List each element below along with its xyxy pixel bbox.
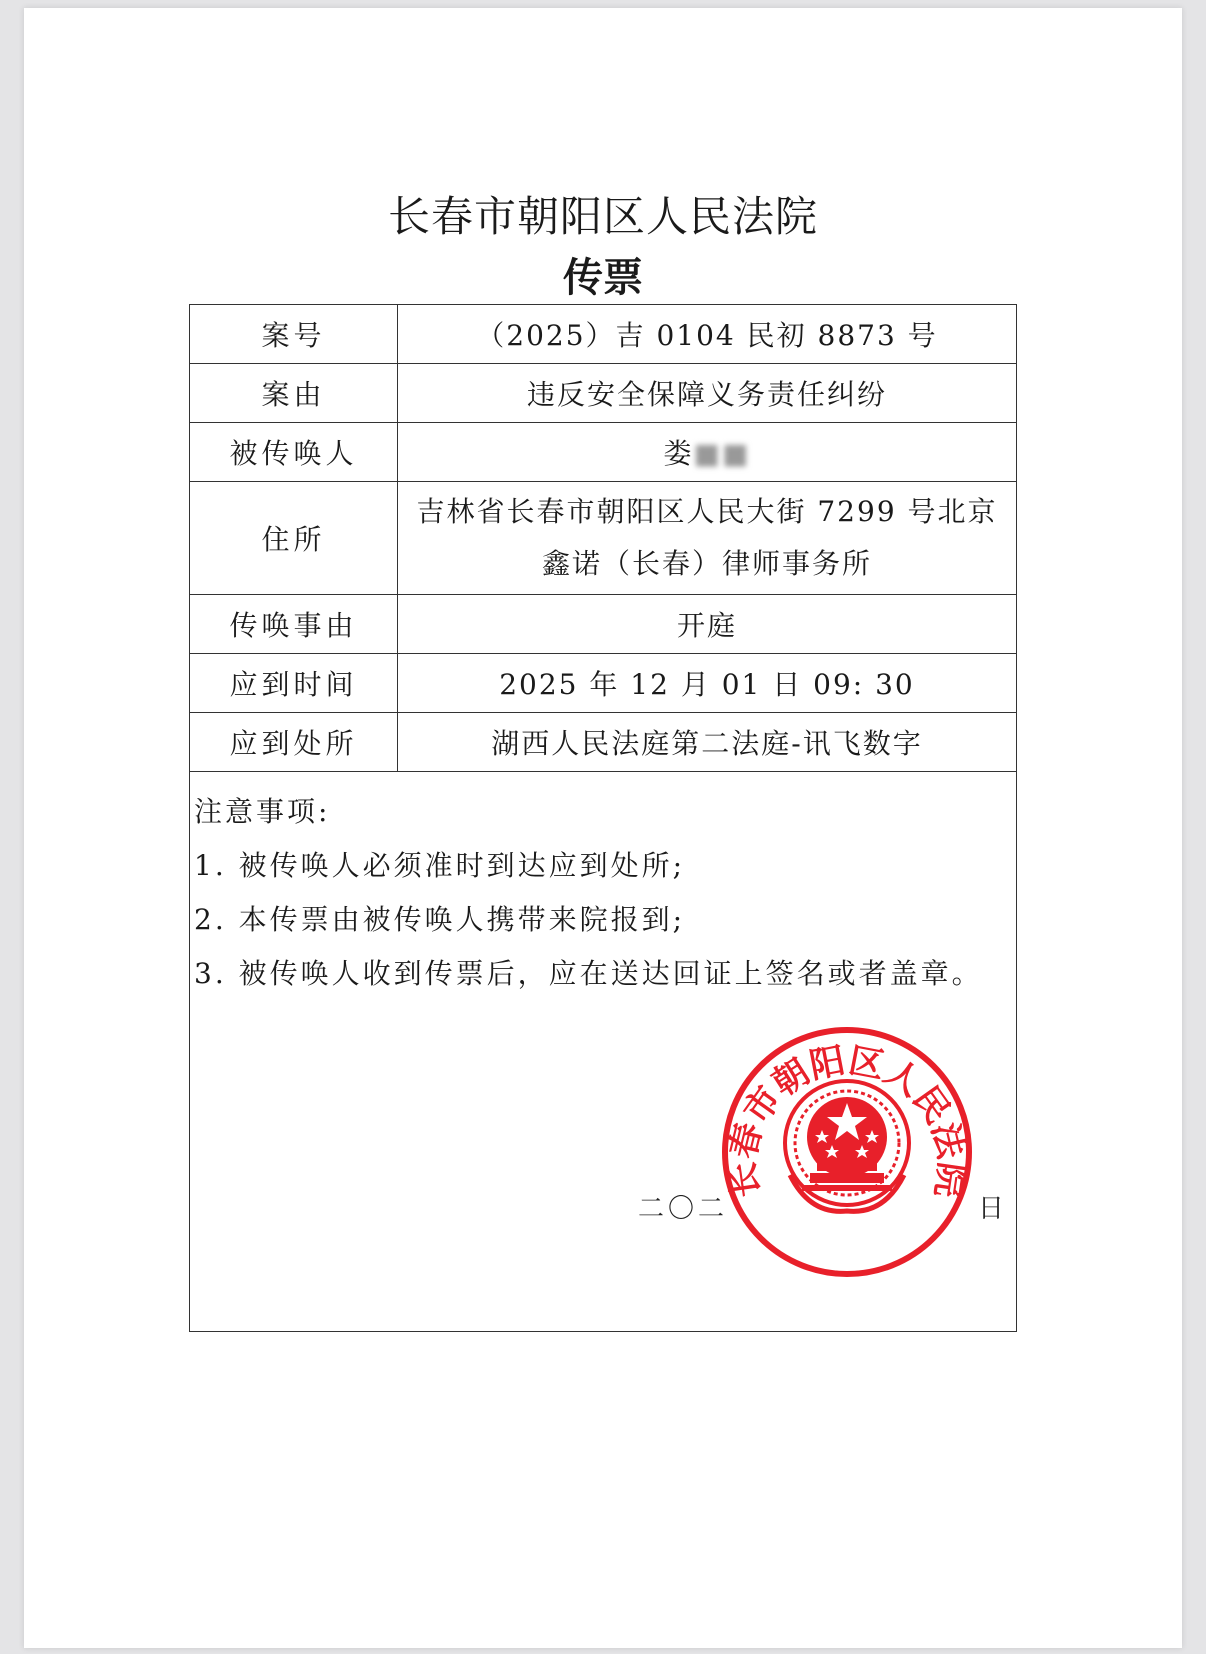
label-arrival-place: 应到处所 [190, 713, 398, 772]
court-name: 长春市朝阳区人民法院 [387, 192, 818, 241]
row-address [190, 482, 1017, 595]
row-summons-reason [190, 595, 1017, 654]
notice-item: 2. 本传票由被传唤人携带来院报到; [194, 903, 686, 936]
value-case-number: （2025）吉 0104 民初 8873 号 [398, 305, 1017, 364]
row-arrival-place [190, 713, 1017, 772]
document-title: 传票 [563, 255, 643, 301]
value-arrival-time: 2025 年 12 月 01 日 09: 30 [398, 654, 1017, 713]
label-case-cause: 案由 [190, 364, 398, 423]
issue-date-start: 二〇二 [637, 1194, 728, 1224]
row-summoned-person [190, 423, 1017, 482]
value-case-cause: 违反安全保障义务责任纠纷 [398, 364, 1017, 423]
court-seal [720, 1025, 974, 1279]
row-case-number [190, 305, 1017, 364]
label-summoned-person: 被传唤人 [190, 423, 398, 482]
label-address: 住所 [190, 482, 398, 595]
value-summoned-person [398, 423, 1017, 482]
label-arrival-time: 应到时间 [190, 654, 398, 713]
value-address [398, 482, 1017, 595]
notice-item: 3. 被传唤人收到传票后，应在送达回证上签名或者盖章。 [194, 957, 983, 990]
label-case-number: 案号 [190, 305, 398, 364]
redacted-mark: ■■ [693, 437, 751, 470]
value-arrival-place: 湖西人民法庭第二法庭-讯飞数字 [398, 713, 1017, 772]
notice-heading: 注意事项: [194, 795, 331, 828]
issue-date-end: 日 [977, 1194, 1008, 1224]
value-summons-reason: 开庭 [398, 595, 1017, 654]
national-emblem-icon [785, 1081, 909, 1211]
seal-text: 长春市朝阳区人民法院 [721, 1040, 973, 1201]
label-summons-reason: 传唤事由 [190, 595, 398, 654]
notice-item: 1. 被传唤人必须准时到达应到处所; [194, 849, 686, 882]
summoned-person-name: 娄 [663, 437, 694, 470]
row-arrival-time [190, 654, 1017, 713]
row-case-cause [190, 364, 1017, 423]
address-text: 吉林省长春市朝阳区人民大街 7299 号北京鑫诺（长春）律师事务所 [416, 495, 998, 580]
